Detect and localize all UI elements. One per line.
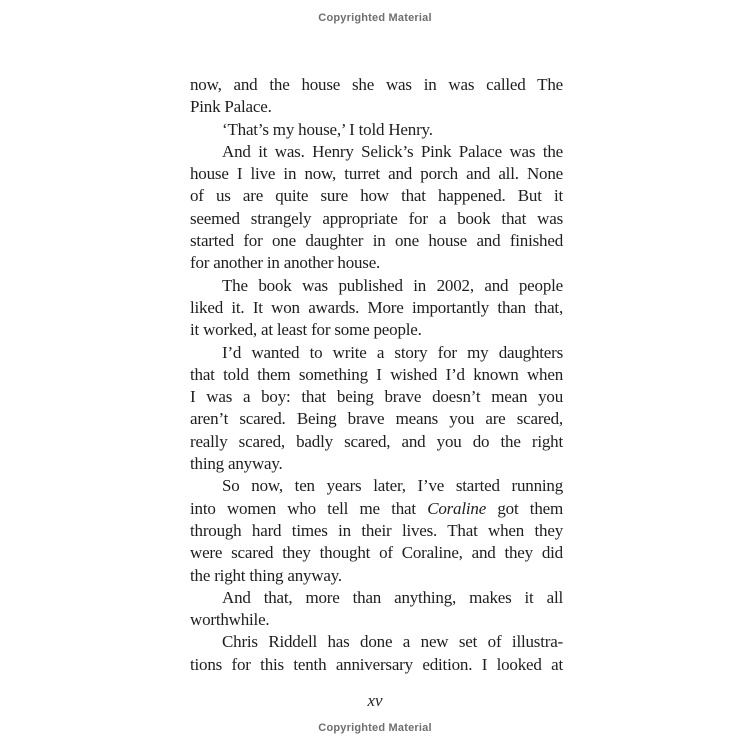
text-segment: I’d wanted to write a story for my daughters (222, 342, 563, 362)
text-line (190, 230, 563, 252)
paragraph (190, 119, 563, 141)
text-segment: And it was. Henry Selick’s Pink Palace was the (222, 141, 563, 161)
text-line (190, 74, 563, 96)
paragraph (190, 141, 563, 275)
paragraph (190, 631, 563, 676)
text-line (190, 297, 563, 319)
text-segment: it worked, at least for some people. (190, 320, 422, 340)
text-segment: that told them something I wished I’d known when (190, 364, 563, 384)
text-segment: started for one daughter in one house and finished (190, 231, 563, 251)
text-line (190, 119, 563, 141)
text-line (190, 319, 563, 341)
text-segment: The book was published in 2002, and people (222, 275, 563, 295)
text-segment: liked it. It won awards. More importantly than that, (190, 297, 563, 317)
text-line (190, 453, 563, 475)
text-line (190, 587, 563, 609)
text-line (190, 408, 563, 430)
text-segment: really scared, badly scared, and you do the right (190, 431, 563, 451)
page-text (190, 74, 563, 676)
paragraph (190, 74, 563, 119)
text-line (190, 141, 563, 163)
text-line (190, 364, 563, 386)
text-segment: for another in another house. (190, 253, 381, 273)
text-segment: now, and the house she was in was called The (190, 75, 563, 94)
text-line (190, 208, 563, 230)
text-line (190, 386, 563, 408)
text-line (190, 542, 563, 564)
text-segment: the right thing anyway. (190, 565, 342, 585)
copyright-notice-bottom: Copyrighted Material (318, 722, 432, 734)
text-line (190, 275, 563, 297)
book-title-italic: Coraline (427, 498, 487, 518)
text-line (190, 631, 563, 653)
text-line (190, 609, 563, 631)
text-segment: Pink Palace. (190, 97, 272, 117)
text-segment: So now, ten years later, I’ve started running (222, 476, 563, 496)
text-line (190, 96, 563, 118)
text-line (190, 163, 563, 185)
text-segment: I was a boy: that being brave doesn’t mean you (190, 387, 563, 407)
text-segment: worthwhile. (190, 610, 270, 630)
text-segment: seemed strangely appropriate for a book that was (190, 208, 563, 228)
text-segment: Chris Riddell has done a new set of illustra- (222, 632, 563, 652)
page-number: xv (367, 691, 383, 710)
text-line (190, 475, 563, 497)
paragraph (190, 587, 563, 632)
paragraph (190, 342, 563, 476)
text-segment: were scared they thought of Coraline, and they did (190, 543, 563, 563)
text-segment: of us are quite sure how that happened. But it (190, 186, 563, 206)
text-segment: got them (486, 498, 563, 518)
text-line (190, 498, 563, 520)
text-segment: into women who tell me that (190, 498, 428, 518)
text-line (190, 342, 563, 364)
text-segment: And that, more than anything, makes it all (222, 587, 563, 607)
text-segment: aren’t scared. Being brave means you are scared, (190, 409, 563, 429)
text-line (190, 431, 563, 453)
copyright-notice-top: Copyrighted Material (318, 12, 432, 24)
text-line (190, 185, 563, 207)
text-segment: through hard times in their lives. That when they (190, 520, 563, 540)
text-segment: thing anyway. (190, 454, 283, 474)
text-line (190, 520, 563, 542)
paragraph (190, 475, 563, 586)
text-segment: ‘That’s my house,’ I told Henry. (222, 119, 433, 139)
text-line (190, 565, 563, 587)
text-line (190, 654, 563, 676)
text-segment: tions for this tenth anniversary edition. I looked at (190, 654, 563, 674)
text-line (190, 252, 563, 274)
text-segment: house I live in now, turret and porch and all. None (190, 164, 563, 184)
paragraph (190, 275, 563, 342)
